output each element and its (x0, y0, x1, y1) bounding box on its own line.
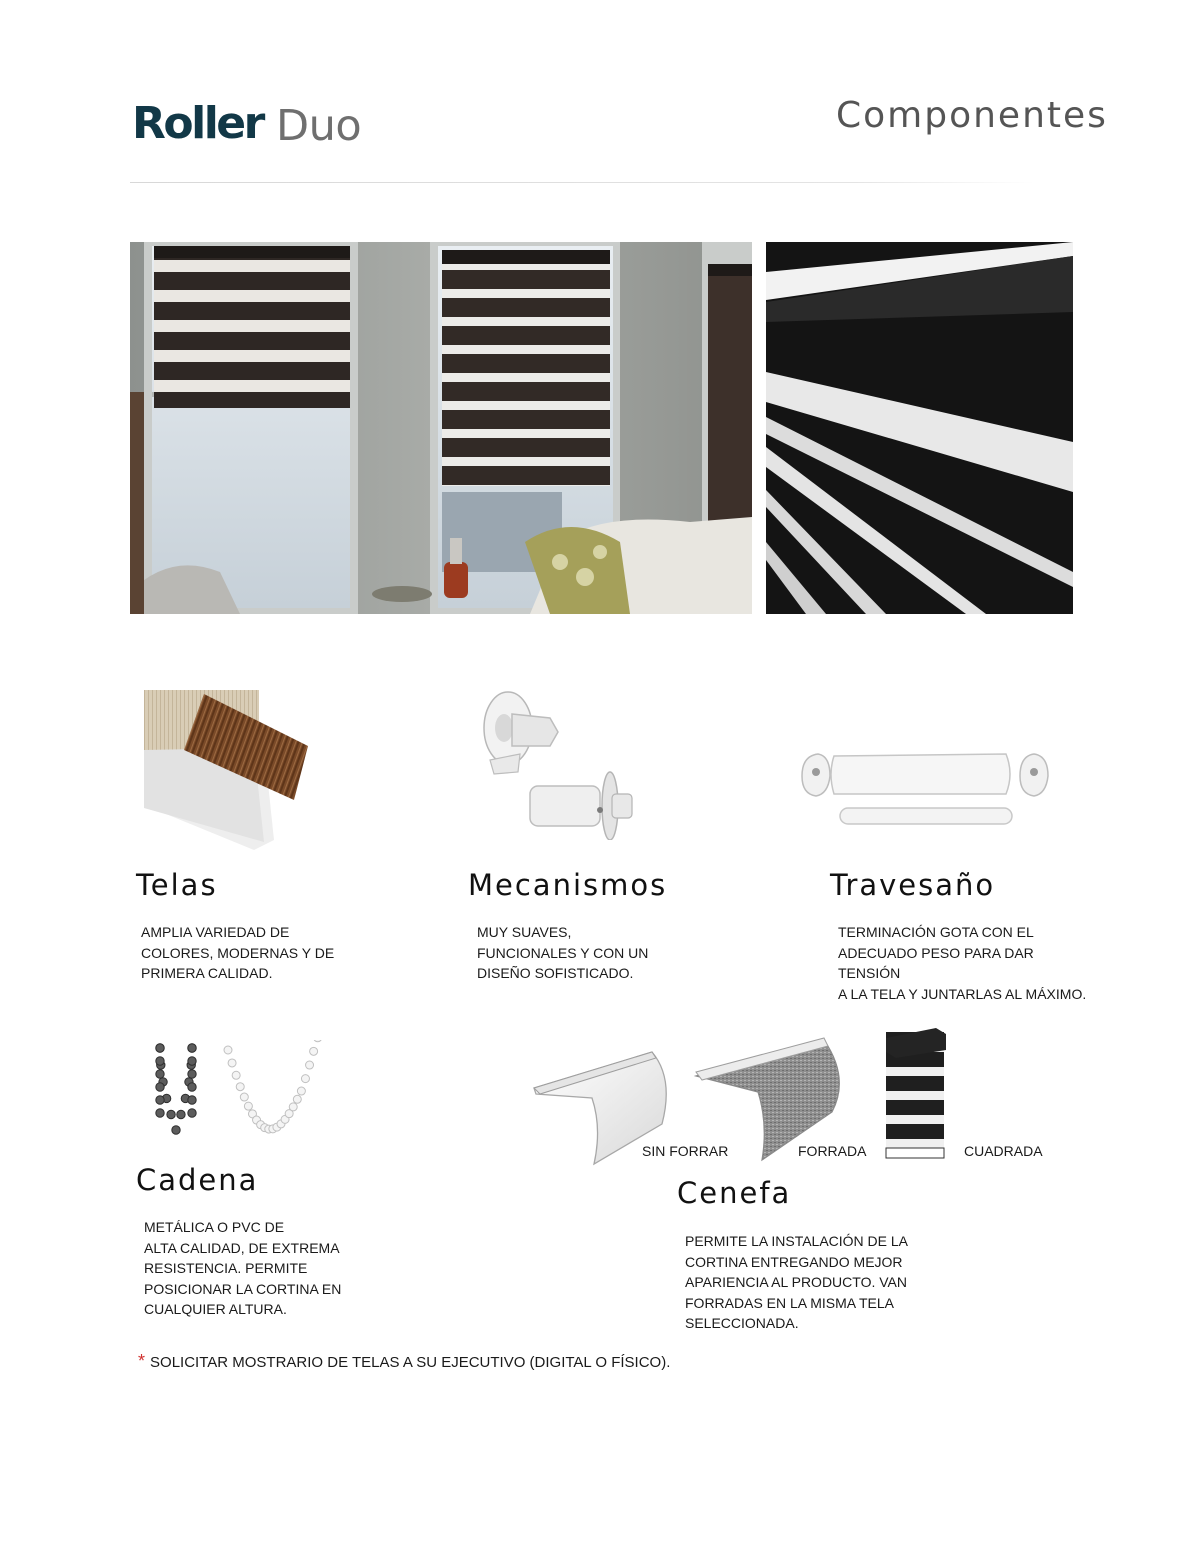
chain-bead (306, 1061, 314, 1069)
travesano-title: Travesaño (830, 868, 996, 902)
chain-bead (167, 1110, 175, 1118)
cenefa-title: Cenefa (677, 1176, 792, 1210)
mecanismos-description-line: DISEÑO SOFISTICADO. (477, 965, 634, 982)
chain-bead (236, 1083, 244, 1091)
footnote-marker: * (138, 1351, 146, 1371)
telas-description (141, 922, 401, 984)
cenefa-description-line: CORTINA ENTREGANDO MEJOR (685, 1253, 903, 1270)
cenefa-variant-sin-forrar: SIN FORRAR (642, 1143, 729, 1159)
cadena-description-line: METÁLICA O PVC DE (144, 1219, 285, 1235)
telas-description-line: PRIMERA CALIDAD. (141, 965, 273, 982)
cadena-description-line: RESISTENCIA. PERMITE (144, 1260, 308, 1277)
cenefa-variant-cuadrada: CUADRADA (964, 1143, 1043, 1159)
chain-bead (172, 1126, 180, 1134)
cenefa-description (685, 1231, 945, 1334)
travesano-description-line: A LA TELA Y JUNTARLAS AL MÁXIMO. (838, 985, 1087, 1002)
fabric-swatch-icon (144, 690, 310, 850)
chain-bead (310, 1047, 318, 1055)
cenefa-description-line: APARIENCIA AL PRODUCTO. VAN (685, 1274, 907, 1291)
chain-bead (156, 1083, 164, 1091)
chain-bead (156, 1109, 164, 1117)
chain-bead (297, 1087, 305, 1095)
travesano-description-line: TERMINACIÓN GOTA CON EL (838, 924, 1034, 940)
chain-bead (240, 1093, 248, 1101)
mecanismos-description-line: FUNCIONALES Y CON UN (477, 944, 649, 961)
cadena-description-line: ALTA CALIDAD, DE EXTREMA (144, 1239, 340, 1256)
cenefa-description-line: FORRADAS EN LA MISMA TELA (685, 1294, 895, 1311)
chain-bead (156, 1057, 164, 1065)
fabric-closeup-photo (766, 242, 1073, 614)
cadena-title: Cadena (136, 1163, 259, 1197)
chain-bead (156, 1044, 164, 1052)
bottom-rail-icon (798, 750, 1052, 830)
chain-bead (188, 1044, 196, 1052)
brand-name-light: Duo (276, 101, 362, 151)
travesano-description (838, 922, 1088, 1004)
chain-bead (177, 1110, 185, 1118)
brand-name-bold: Roller (132, 98, 263, 149)
mecanismos-description-line: MUY SUAVES, (477, 924, 572, 940)
chain-bead (301, 1075, 309, 1083)
chain-bead (188, 1096, 196, 1104)
chain-bead (228, 1059, 236, 1067)
cadena-description-line: POSICIONAR LA CORTINA EN (144, 1280, 342, 1297)
chain-bead (188, 1083, 196, 1091)
page-title: Componentes (836, 95, 1108, 136)
chain-bead (314, 1040, 322, 1042)
chain-bead (293, 1095, 301, 1103)
cadena-description (144, 1217, 404, 1320)
mecanismos-description (477, 922, 737, 984)
telas-description-line: AMPLIA VARIEDAD DE (141, 924, 290, 940)
chain-bead (156, 1096, 164, 1104)
mecanismos-title: Mecanismos (468, 868, 668, 902)
chain-bead (188, 1070, 196, 1078)
telas-title: Telas (136, 868, 218, 902)
chain-bead (244, 1102, 252, 1110)
chain-icon (152, 1040, 342, 1156)
footnote (138, 1351, 670, 1372)
telas-description-line: COLORES, MODERNAS Y DE (141, 944, 335, 961)
chain-bead (224, 1046, 232, 1054)
cenefa-description-line: SELECCIONADA. (685, 1315, 799, 1332)
chain-bead (232, 1071, 240, 1079)
chain-bead (289, 1103, 297, 1111)
cadena-description-line: CUALQUIER ALTURA. (144, 1301, 287, 1318)
chain-bead (188, 1109, 196, 1117)
cenefa-variant-forrada: FORRADA (798, 1143, 867, 1159)
chain-bead (188, 1057, 196, 1065)
travesano-description-line: ADECUADO PESO PARA DAR TENSIÓN (838, 944, 1034, 982)
cenefa-description-line: PERMITE LA INSTALACIÓN DE LA (685, 1233, 909, 1249)
header-divider (130, 182, 1035, 183)
footnote-text: SOLICITAR MOSTRARIO DE TELAS A SU EJECUTIVO (DIGITAL O FÍSICO). (150, 1354, 671, 1371)
valance-icon (532, 1028, 952, 1168)
mechanism-icon (482, 688, 638, 840)
chain-bead (156, 1070, 164, 1078)
room-photo (130, 242, 752, 614)
